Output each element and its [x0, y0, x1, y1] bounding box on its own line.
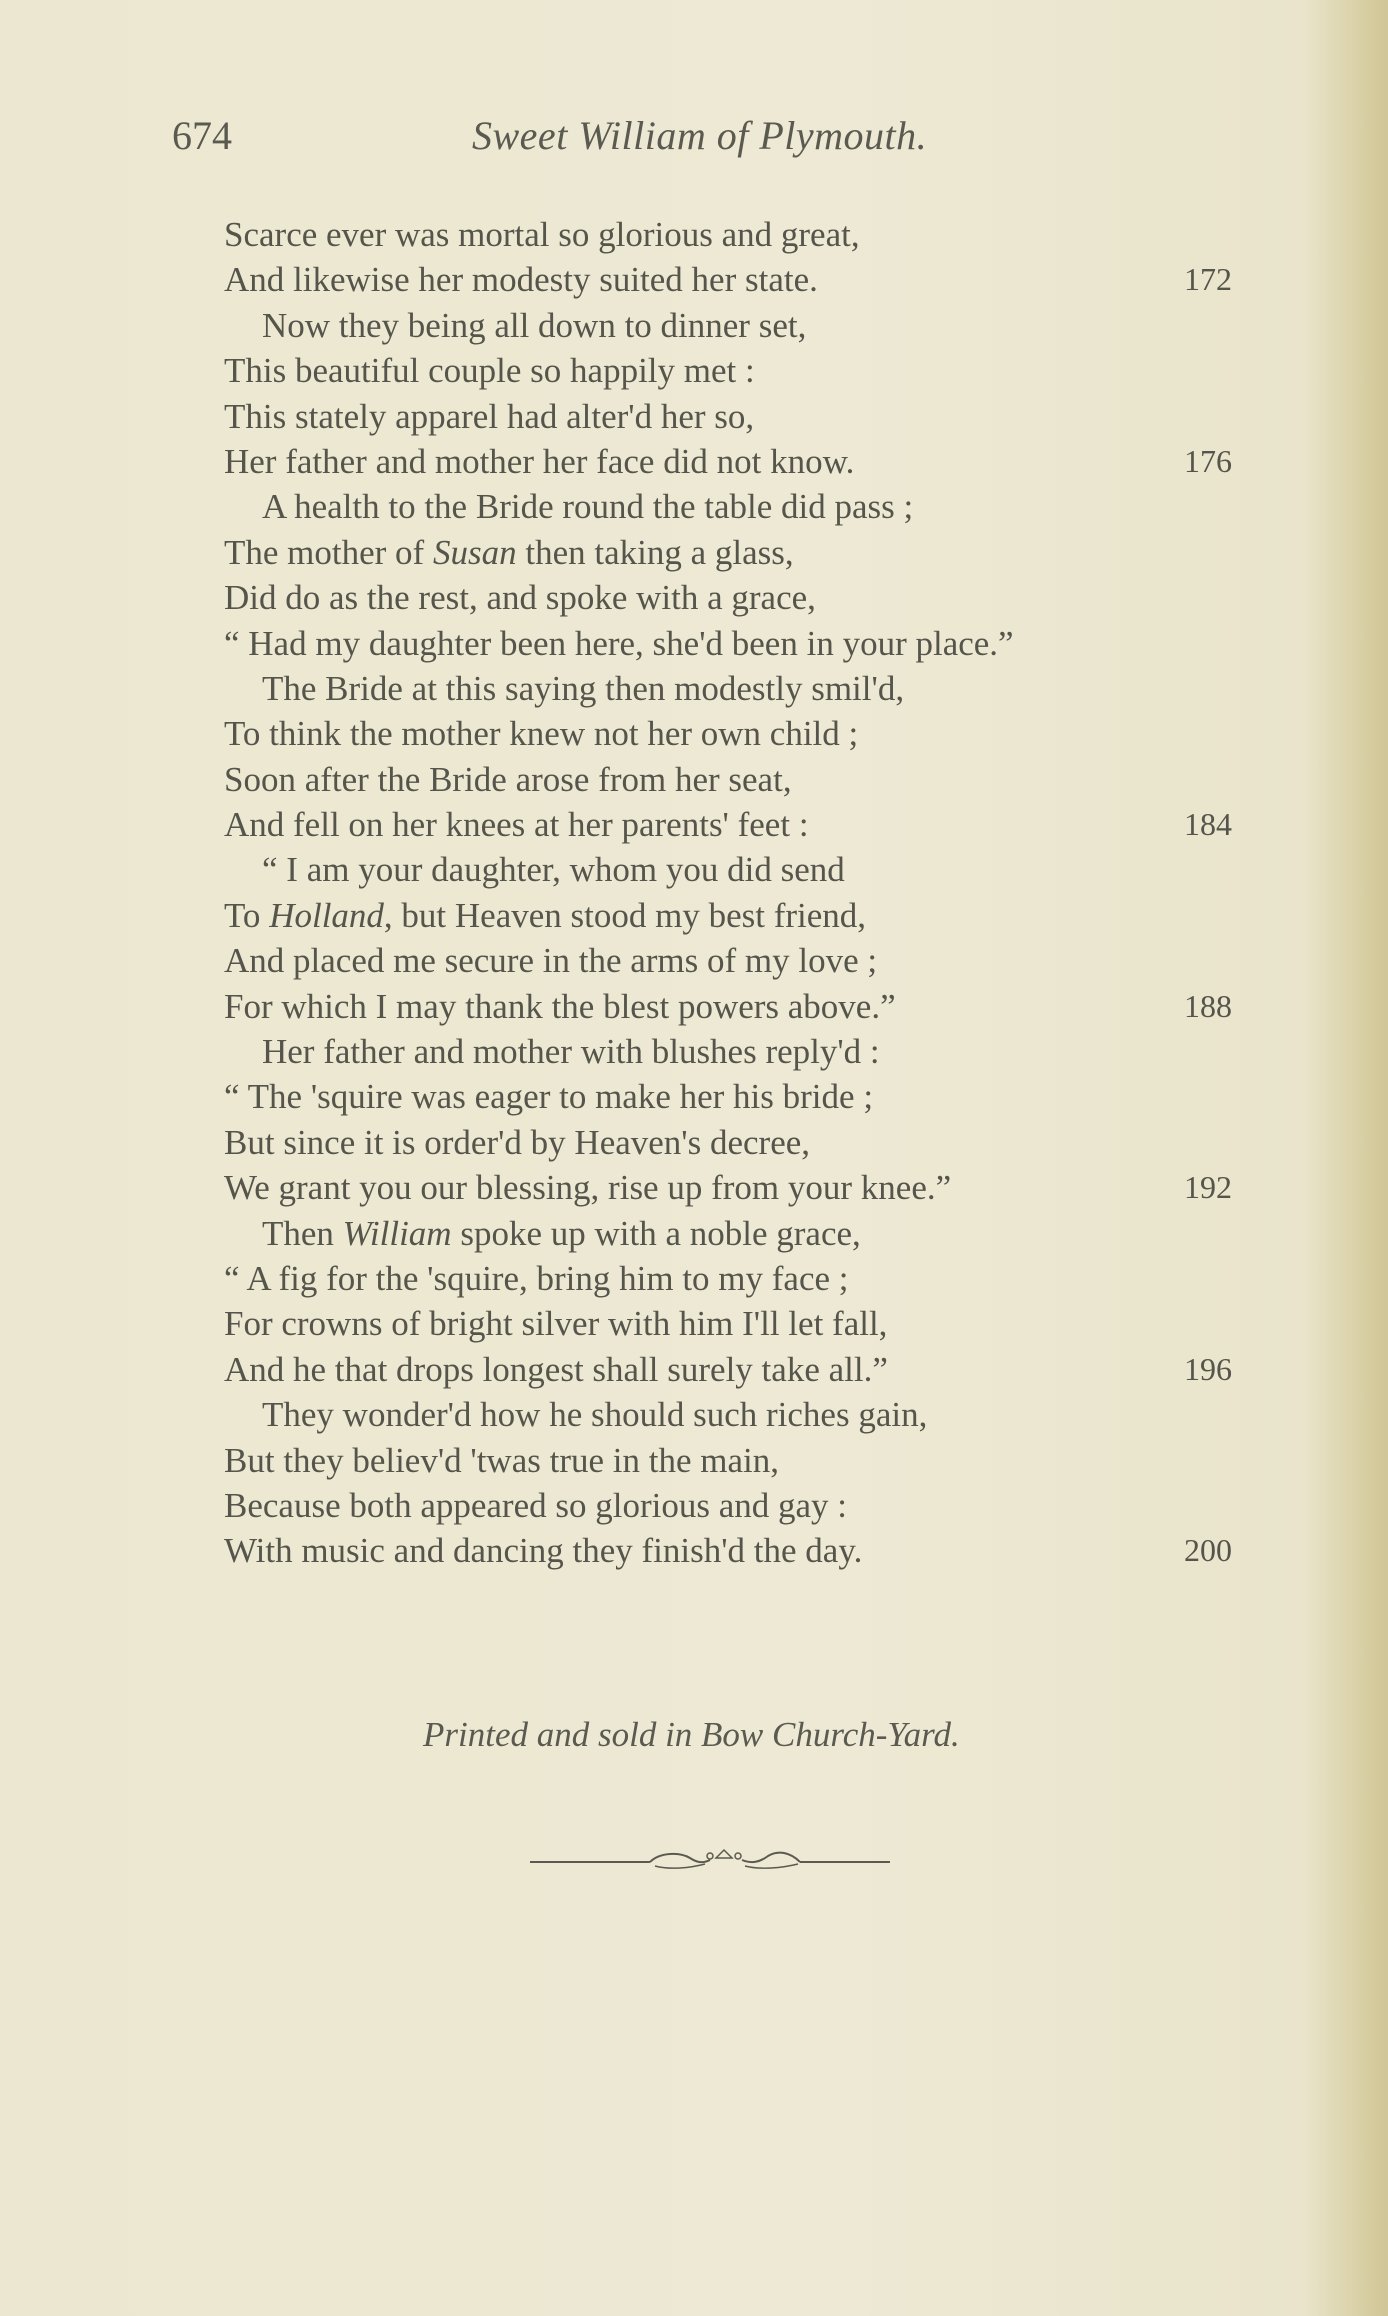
poem-line: [224, 439, 1334, 484]
poem-line-segment: We grant you our blessing, rise up from your knee.”: [224, 1168, 952, 1208]
poem-line-segment: With music and dancing they finish'd the day.: [224, 1531, 863, 1571]
poem-line-text: [224, 303, 806, 348]
poem-line-text: [224, 984, 896, 1029]
printers-ornament-icon: [520, 1840, 900, 1880]
poem-line: [224, 1120, 1334, 1165]
poem-line-segment: Her father and mother with blushes reply'd :: [262, 1032, 880, 1072]
poem-line-segment: The mother of: [224, 532, 433, 572]
poem-line-italic-name: Holland: [269, 895, 384, 935]
line-number: 172: [1184, 261, 1232, 298]
poem-line-text: [224, 348, 755, 393]
poem-line-segment: A health to the Bride round the table did pass ;: [262, 487, 914, 527]
poem-line-segment: Her father and mother her face did not know.: [224, 441, 855, 481]
poem-line-segment: , but Heaven stood my best friend,: [383, 895, 867, 935]
poem-line-segment: Scarce ever was mortal so glorious and great,: [224, 215, 860, 254]
colophon: Printed and sold in Bow Church-Yard.: [423, 1715, 960, 1754]
poem-line-segment: “ I am your daughter, whom you did send: [262, 850, 845, 890]
poem-line: [224, 1438, 1334, 1483]
poem-line-text: [224, 530, 794, 575]
line-number: 192: [1184, 1169, 1232, 1206]
poem-line-segment: Did do as the rest, and spoke with a grace,: [224, 578, 816, 618]
poem-line: [224, 757, 1334, 802]
poem-line: [224, 847, 1334, 892]
poem-line-text: [224, 439, 854, 484]
poem-line-segment: The Bride at this saying then modestly smil'd,: [262, 668, 905, 708]
poem-line: [224, 1165, 1334, 1210]
poem-line-segment: And placed me secure in the arms of my love ;: [224, 941, 878, 981]
poem-line-segment: To: [224, 895, 270, 935]
poem-line: [224, 893, 1334, 938]
poem-line-segment: Soon after the Bride arose from her seat,: [224, 759, 792, 799]
poem-line-segment: For which I may thank the blest powers above.”: [224, 986, 896, 1026]
poem-line: [224, 1256, 1334, 1301]
poem-line-text: [224, 257, 818, 302]
poem-line-text: [224, 1301, 887, 1346]
poem-line-text: [224, 1392, 927, 1437]
poem-line-text: [224, 938, 877, 983]
poem-line-segment: And likewise her modesty suited her state.: [224, 260, 818, 300]
poem-line-segment: Now they being all down to dinner set,: [262, 305, 807, 345]
poem-line: [224, 711, 1334, 756]
poem-line: [224, 1074, 1334, 1119]
poem-line-text: [224, 212, 860, 257]
poem-line-text: [224, 1483, 847, 1528]
poem-line-segment: This stately apparel had alter'd her so,: [224, 396, 755, 436]
poem-line-text: [224, 1211, 861, 1256]
poem-line: [224, 1483, 1334, 1528]
poem-line-segment: Because both appeared so glorious and gay :: [224, 1485, 848, 1525]
poem-line-segment: This beautiful couple so happily met :: [224, 351, 755, 391]
poem-line-segment: For crowns of bright silver with him I'll let fall,: [224, 1304, 888, 1344]
poem-line-segment: And fell on her knees at her parents' feet :: [224, 805, 809, 845]
poem-line-segment: “ A fig for the 'squire, bring him to my face ;: [224, 1258, 849, 1298]
poem-line-segment: “ The 'squire was eager to make her his bride ;: [224, 1077, 874, 1117]
line-number: 188: [1184, 987, 1232, 1024]
poem-line: [224, 1347, 1334, 1392]
poem-line-text: [224, 1438, 779, 1483]
poem-line-text: [224, 575, 816, 620]
line-number: 200: [1184, 1532, 1232, 1569]
poem-line-segment: But since it is order'd by Heaven's decree,: [224, 1122, 811, 1162]
poem-body: [224, 212, 1334, 1574]
poem-line: [224, 666, 1334, 711]
poem-line-text: [224, 1074, 873, 1119]
poem-line-text: [224, 893, 866, 938]
poem-line: [224, 802, 1334, 847]
poem-line-text: [224, 666, 904, 711]
page-number: 674: [172, 113, 232, 158]
poem-line-segment: And he that drops longest shall surely take all.”: [224, 1349, 888, 1389]
poem-line-text: [224, 1120, 810, 1165]
page-header: [172, 112, 1272, 172]
poem-line: [224, 484, 1334, 529]
poem-line: [224, 348, 1334, 393]
poem-line: [224, 1301, 1334, 1346]
poem-line: [224, 938, 1334, 983]
poem-line: [224, 984, 1334, 1029]
poem-line-text: [224, 1165, 951, 1210]
poem-line-text: [224, 1029, 880, 1074]
line-number: 184: [1184, 806, 1232, 843]
poem-line: [224, 1528, 1334, 1573]
poem-line: [224, 530, 1334, 575]
poem-line-segment: spoke up with a noble grace,: [451, 1213, 861, 1253]
line-number: 176: [1184, 442, 1232, 479]
poem-line-text: [224, 847, 845, 892]
poem-line-text: [224, 1347, 888, 1392]
line-number: 196: [1184, 1350, 1232, 1387]
poem-line: [224, 394, 1334, 439]
poem-line: [224, 1029, 1334, 1074]
poem-line-segment: “ Had my daughter been here, she'd been in your place.”: [224, 623, 1014, 663]
poem-line-text: [224, 802, 809, 847]
poem-line-text: [224, 484, 913, 529]
poem-line-text: [224, 757, 792, 802]
poem-line: [224, 303, 1334, 348]
poem-line-text: [224, 1256, 849, 1301]
poem-line-italic-name: Susan: [432, 532, 517, 572]
poem-line-text: [224, 394, 754, 439]
poem-line-segment: then taking a glass,: [516, 532, 794, 572]
poem-line: [224, 575, 1334, 620]
poem-line-segment: But they believ'd 'twas true in the main,: [224, 1440, 779, 1480]
running-title: Sweet William of Plymouth.: [472, 113, 928, 158]
poem-line: [224, 257, 1334, 302]
poem-line-italic-name: William: [342, 1213, 452, 1253]
poem-line: [224, 1392, 1334, 1437]
poem-line: [224, 621, 1334, 666]
poem-line-text: [224, 1528, 862, 1573]
poem-line: [224, 212, 1334, 257]
poem-line: [224, 1211, 1334, 1256]
poem-line-text: [224, 711, 858, 756]
poem-line-text: [224, 621, 1014, 666]
poem-line-segment: To think the mother knew not her own child ;: [224, 714, 859, 754]
poem-line-segment: Then: [262, 1213, 343, 1253]
poem-line-segment: They wonder'd how he should such riches gain,: [262, 1395, 928, 1435]
